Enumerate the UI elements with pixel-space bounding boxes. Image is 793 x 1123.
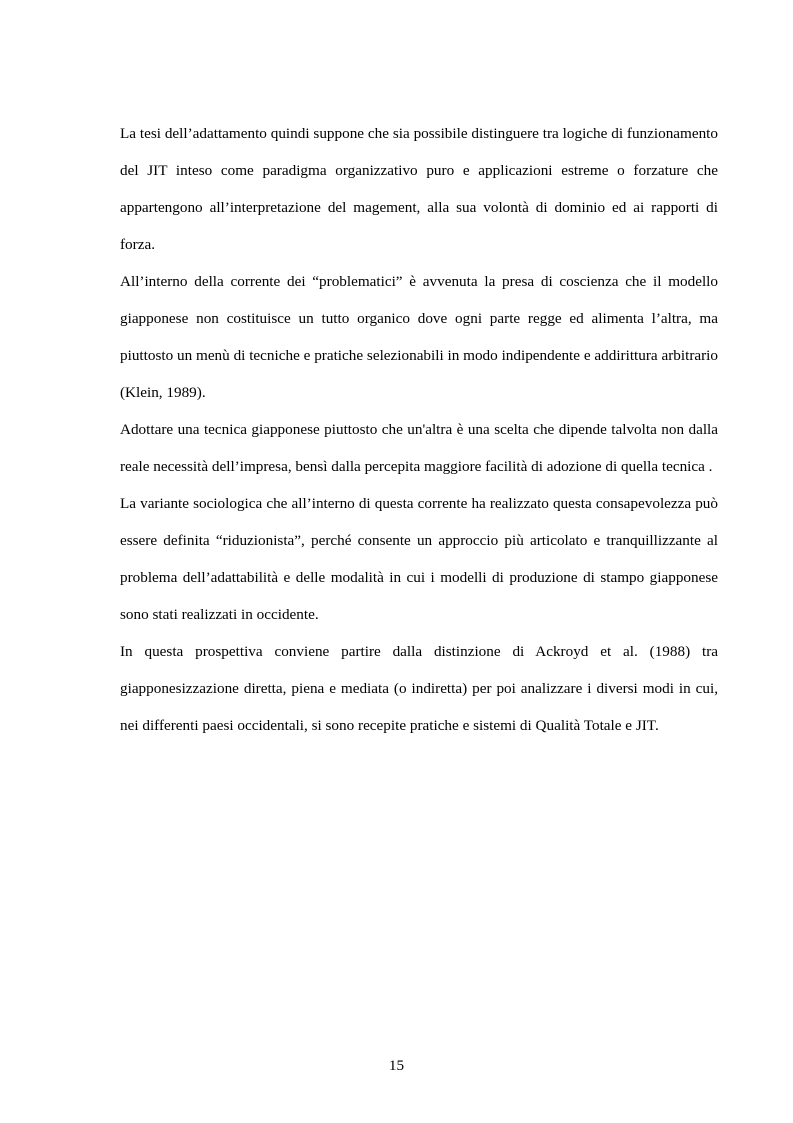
paragraph-adattamento: La tesi dell’adattamento quindi suppone che sia possibile distinguere tra logiche di funzionamento del JIT inteso come paradigma organizzativo puro e applicazioni estreme o forzature che appartengono all’interpretazione del magement, alla sua volontà di dominio ed ai rapporti di forza. bbox=[120, 125, 718, 253]
paragraph-prospettiva: In questa prospettiva conviene partire dalla distinzione di Ackroyd et al. (1988) tra giapponesizzazione diretta, piena e mediata (o indiretta) per poi analizzare i diversi modi in cui, nei differenti paesi occidentali, si sono recepite pratiche e sistemi di Qualità Totale e JIT. bbox=[120, 643, 718, 734]
paragraph-problematici: All’interno della corrente dei “problematici” è avvenuta la presa di coscienza che il modello giapponese non costituisce un tutto organico dove ogni parte regge ed alimenta l’altra, ma piuttosto un menù di tecniche e pratiche selezionabili in modo indipendente e addirittura arbitrario (Klein, 1989). bbox=[120, 273, 718, 401]
body-text bbox=[120, 115, 718, 744]
page-number: 15 bbox=[388, 1057, 405, 1074]
paragraph-tecnica-giapponese: Adottare una tecnica giapponese piuttosto che un'altra è una scelta che dipende talvolta non dalla reale necessità dell’impresa, bensì dalla percepita maggiore facilità di adozione di quella tecnica . bbox=[120, 421, 718, 475]
paragraph-variante-sociologica: La variante sociologica che all’interno di questa corrente ha realizzato questa consapevolezza può essere definita “riduzionista”, perché consente un approccio più articolato e tranquillizzante al problema dell’adattabilità e delle modalità in cui i modelli di produzione di stampo giapponese sono stati realizzati in occidente. bbox=[120, 495, 718, 623]
